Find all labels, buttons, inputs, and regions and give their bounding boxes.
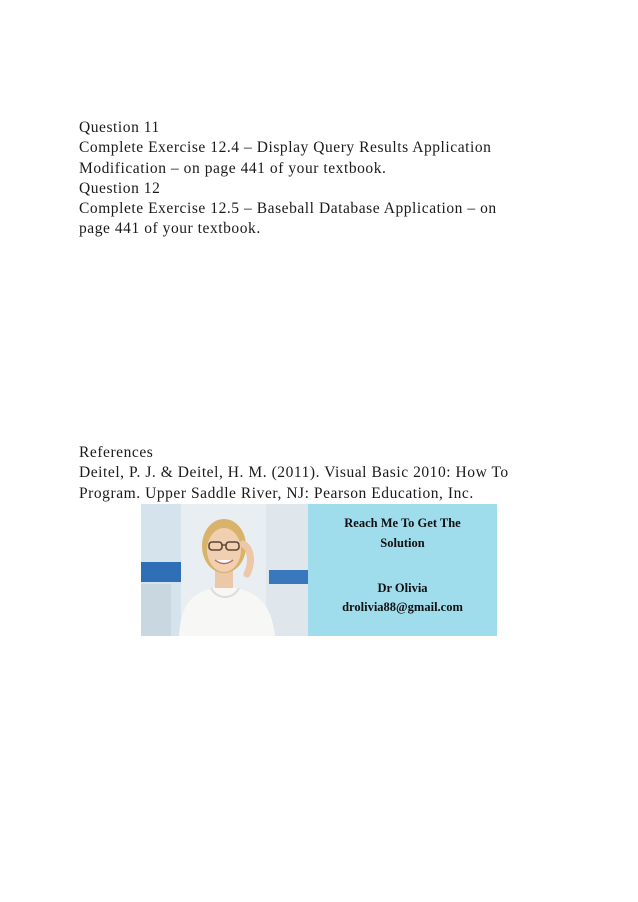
- call-to-action-line-1: Reach Me To Get The: [344, 516, 461, 530]
- reference-line-2: Program. Upper Saddle River, NJ: Pearson Education, Inc.: [79, 484, 474, 502]
- call-to-action-line-2: Solution: [380, 536, 425, 550]
- question-11-heading: Question 11: [79, 119, 160, 136]
- question-12-line-2: page 441 of your textbook.: [79, 220, 261, 238]
- questions-text: [79, 118, 497, 240]
- contact-email: drolivia88@gmail.com: [342, 600, 463, 614]
- references-text: [79, 443, 509, 504]
- question-12-heading: Question 12: [79, 179, 161, 197]
- contact-name: Dr Olivia: [377, 581, 428, 595]
- question-12-line-1: Complete Exercise 12.5 – Baseball Database Application – on: [79, 200, 497, 218]
- question-11-line-1: Complete Exercise 12.4 – Display Query Results Application: [79, 139, 492, 157]
- reference-line-1: Deitel, P. J. & Deitel, H. M. (2011). Visual Basic 2010: How To: [79, 464, 509, 482]
- contact-banner: [141, 504, 497, 636]
- references-heading: References: [79, 444, 154, 461]
- banner-photo: [141, 504, 308, 636]
- question-11-line-2: Modification – on page 441 of your textbook.: [79, 159, 387, 177]
- woman-photo-illustration: [141, 504, 308, 636]
- contact-card: [308, 504, 497, 636]
